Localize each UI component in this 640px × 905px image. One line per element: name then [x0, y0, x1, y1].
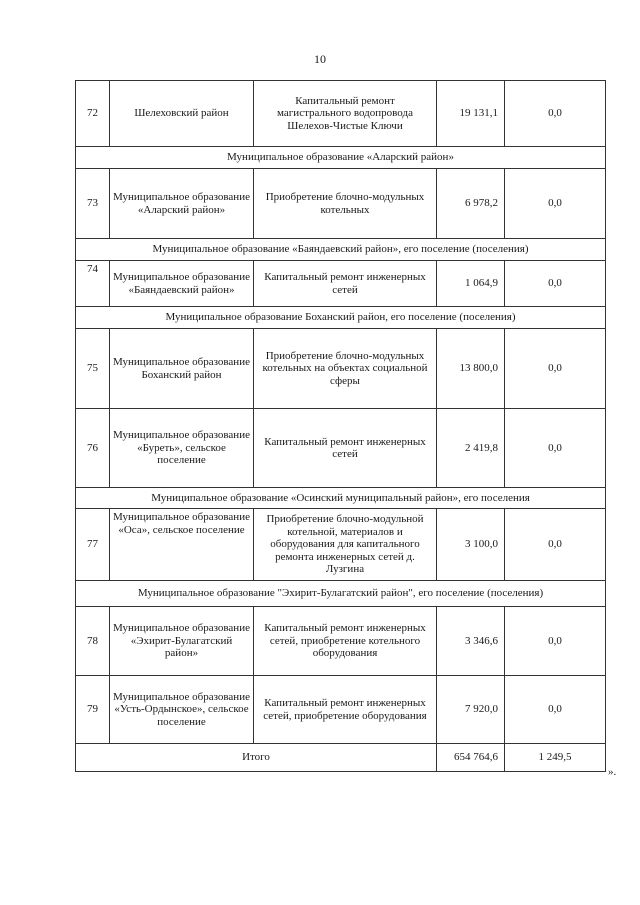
row-number: 73: [76, 169, 110, 239]
table-row-73: [76, 169, 606, 239]
amount-cell: 19 131,1: [437, 81, 505, 147]
amount2-cell: 0,0: [505, 607, 606, 676]
total-amount2: 1 249,5: [505, 744, 606, 772]
section-title: Муниципальное образование "Эхирит-Булагатский район", его поселение (поселения): [76, 581, 606, 607]
project-cell: Приобретение блочно-модульных котельных: [254, 169, 437, 239]
row-number: 72: [76, 81, 110, 147]
row-number: 74: [76, 261, 110, 307]
section-title: Муниципальное образование Боханский район, его поселение (поселения): [76, 307, 606, 329]
amount2-cell: 0,0: [505, 81, 606, 147]
table-row-74: [76, 261, 606, 307]
amount-cell: 3 100,0: [437, 509, 505, 581]
row-number: 75: [76, 329, 110, 409]
project-cell: Приобретение блочно-модульных котельных на объектах социальной сферы: [254, 329, 437, 409]
project-cell: Приобретение блочно-модульной котельной, материалов и оборудования для капитального ремонта инженерных сетей д. Лузгина: [254, 509, 437, 581]
table-row-72: [76, 81, 606, 147]
total-row: [76, 744, 606, 772]
row-number: 76: [76, 409, 110, 488]
table-row-77: [76, 509, 606, 581]
project-cell: Капитальный ремонт магистрального водопровода Шелехов-Чистые Ключи: [254, 81, 437, 147]
amount2-cell: 0,0: [505, 169, 606, 239]
municipality-cell: Муниципальное образование «Буреть», сельское поселение: [110, 409, 254, 488]
row-number: 79: [76, 676, 110, 744]
project-cell: Капитальный ремонт инженерных сетей: [254, 409, 437, 488]
section-title: Муниципальное образование «Баяндаевский район», его поселение (поселения): [76, 239, 606, 261]
municipality-cell: Муниципальное образование «Баяндаевский район»: [110, 261, 254, 307]
amount-cell: 6 978,2: [437, 169, 505, 239]
amount-cell: 7 920,0: [437, 676, 505, 744]
section-row-osa: [76, 488, 606, 509]
row-number: 77: [76, 509, 110, 581]
amount2-cell: 0,0: [505, 329, 606, 409]
total-label: Итого: [76, 744, 437, 772]
amount-cell: 13 800,0: [437, 329, 505, 409]
amount-cell: 1 064,9: [437, 261, 505, 307]
row-number: 78: [76, 607, 110, 676]
table-row-75: [76, 329, 606, 409]
table-row-76: [76, 409, 606, 488]
amount-cell: 2 419,8: [437, 409, 505, 488]
amount2-cell: 0,0: [505, 676, 606, 744]
amount2-cell: 0,0: [505, 509, 606, 581]
section-row-ehirit: [76, 581, 606, 607]
amount2-cell: 0,0: [505, 261, 606, 307]
section-title: Муниципальное образование «Осинский муниципальный район», его поселения: [76, 488, 606, 509]
table-row-79: [76, 676, 606, 744]
section-row-bohan: [76, 307, 606, 329]
closing-quote-mark: ».: [608, 766, 617, 778]
total-amount1: 654 764,6: [437, 744, 505, 772]
section-title: Муниципальное образование «Аларский район»: [76, 147, 606, 169]
project-cell: Капитальный ремонт инженерных сетей, приобретение оборудования: [254, 676, 437, 744]
page-number: 10: [314, 52, 326, 66]
municipality-cell: Муниципальное образование «Аларский район»: [110, 169, 254, 239]
section-row-bayandaev: [76, 239, 606, 261]
project-cell: Капитальный ремонт инженерных сетей: [254, 261, 437, 307]
section-row-alar: [76, 147, 606, 169]
municipality-cell: Муниципальное образование «Усть-Ордынское», сельское поселение: [110, 676, 254, 744]
municipality-cell: Муниципальное образование Боханский район: [110, 329, 254, 409]
amount-cell: 3 346,6: [437, 607, 505, 676]
project-cell: Капитальный ремонт инженерных сетей, приобретение котельного оборудования: [254, 607, 437, 676]
municipality-cell: Шелеховский район: [110, 81, 254, 147]
amount2-cell: 0,0: [505, 409, 606, 488]
municipality-cell: Муниципальное образование «Оса», сельское поселение: [110, 509, 254, 581]
funding-table: [75, 80, 606, 772]
table-row-78: [76, 607, 606, 676]
municipality-cell: Муниципальное образование «Эхирит-Булагатский район»: [110, 607, 254, 676]
